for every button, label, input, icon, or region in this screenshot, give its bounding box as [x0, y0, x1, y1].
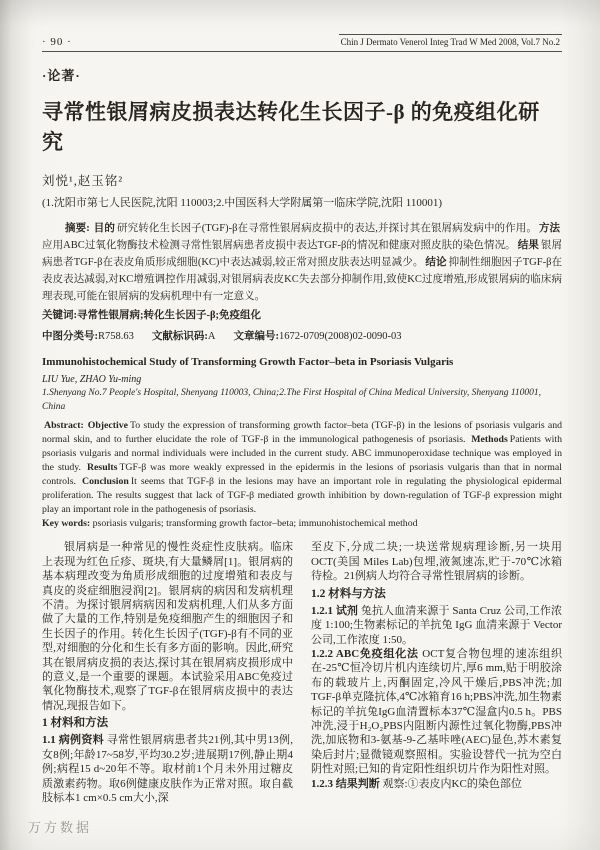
section-1-2-2-text: OCT复合物包埋的速冻组织在-25℃恒冷切片机内连续切片,厚6 mm,贴于明胶涂布的载玻片上,丙酮固定,冷风干燥后,PBS冲洗;加TGF-β单克隆抗体,4℃冰箱育16 h;PBS冲洗,加生物素标记的羊抗兔IgG血清置标本37℃湿盒内0.5 h。PBS冲洗,浸于H₂O₂PBS内阻断内源性过氧化物酶,PBS冲洗,加底物和3-氨基-9-乙基咔唑(AEC)显色,苏木素复染后封片;显微镜观察照相。实验设替代一抗为空白阴性对照;已知的肯定阳性组织切片作为阳性对照。 [311, 647, 563, 776]
page-number: · 90 · [42, 36, 72, 48]
abstract-label-cn: 摘要: [65, 222, 90, 234]
authors-cn: 刘悦¹,赵玉铭² [42, 173, 124, 188]
clc-label: 中图分类号: [42, 330, 98, 342]
section-1-2-2-paragraph [311, 647, 562, 777]
doc-code-item [152, 331, 216, 342]
keywords-label-en: Key words: [42, 518, 91, 530]
section-1-2-3-paragraph [311, 777, 562, 791]
doc-code-value: A [207, 330, 216, 342]
clc-item [42, 331, 134, 342]
section-1-2-2-label: 1.2.2 ABC免疫组化法 [311, 647, 419, 660]
section-heading-materials: 1 材料和方法 [42, 717, 109, 730]
classification-line [42, 328, 562, 343]
objective-text-en: To study the expression of transforming growth factor–beta (TGF-β) in the lesions of psoriasis vulgaris and normal skin, and to further elucidate the role of TGF-β in the immunological pathogenesis of psoriasis. [42, 420, 562, 445]
results-text-cn: 银屑病患者TGF-β在表皮角质形成细胞(KC)中表达减弱,较正常对照皮肤表达明显减少。 [42, 239, 563, 268]
methods-label-cn: 方法 [538, 222, 561, 234]
article-type-label: ·论著· [42, 68, 81, 83]
authors-en: LIU Yue, ZHAO Yu-ming [42, 374, 142, 386]
english-section [42, 355, 562, 530]
methods-text-cn: 应用ABC过氧化物酶技术检测寻常性银屑病患者皮损中表达TGF-β的情况和健康对照皮肤的染色情况。 [42, 239, 516, 251]
abstract-label-en: Abstract: [44, 420, 84, 432]
section-heading-1-2: 1.2 材料与方法 [311, 587, 386, 600]
conclusion-label-en: Conclusion [82, 475, 129, 487]
keywords-cn [42, 307, 562, 322]
wanfang-watermark: 万方数据 [28, 820, 93, 835]
section-1-1-paragraph [42, 733, 293, 805]
page-header [42, 34, 562, 52]
intro-paragraph: 银屑病是一种常见的慢性炎症性皮肤病。临床上表现为红色丘疹、斑块,有大量鳞屑[1]。银屑病的基本病理改变为角质形成细胞的过度增殖和表皮与真皮的炎症细胞浸润[2]。银屑病的病因和发病机理不清。为探讨银屑病病因和发病机理,人们从多方面做了大量的工作,特别是免疫细胞产生的细胞因子和生长因子的作用。转化生长因子(TGF)-β有不同的亚型,对细胞的分化和生长有多方面的影响。因此,研究其在银屑病皮损的表达,探讨其在银屑病皮损形成中的意义,是一个重要的课题。本试验采用ABC免疫过氧化物酶技术,观察了TGF-β在银屑病皮损中的表达情况,现报告如下。 [42, 541, 293, 712]
objective-label-en: Objective [87, 420, 128, 432]
doc-code-label: 文献标识码: [151, 330, 208, 342]
article-title-en: Immunohistochemical Study of Transforming Growth Factor–beta in Psoriasis Vulgaris [42, 355, 454, 368]
article-title-cn: 寻常性银屑病皮损表达转化生长因子-β 的免疫组化研究 [42, 100, 540, 154]
section-1-1-text: 寻常性银屑病患者共21例,其中男13例,女8例;年龄17~58岁,平均30.2岁;进展期17例,静止期4例;病程15 d~20年不等。取材前1个月未外用过糖皮质激素药物。取6例健康皮肤作为正常对照。取自截肢标本1 cm×0.5 cm大小,深 [42, 734, 294, 804]
keywords-label-cn: 关键词: [42, 309, 77, 321]
keywords-text-cn: 寻常性银屑病;转化生长因子-β;免疫组化 [77, 309, 262, 321]
section-1-2-3-label: 1.2.3 结果判断 [311, 777, 380, 790]
clc-value: R758.63 [98, 330, 134, 342]
right-column [311, 540, 562, 805]
article-id-label: 文章编号: [233, 330, 279, 342]
left-column [42, 540, 293, 805]
abstract-cn [42, 220, 562, 305]
objective-text-cn: 研究转化生长因子(TGF)-β在寻常性银屑病皮损中的表达,并探讨其在银屑病发病中的作用。 [117, 222, 537, 234]
keywords-text-en: psoriasis vulgaris; transforming growth factor–beta; immunohistochemical method [92, 518, 418, 530]
section-1-2-3-text: 观察:①表皮内KC的染色部位 [382, 777, 522, 790]
results-label-en: Results [86, 461, 118, 473]
results-text-en: TGF-β was more weakly expressed in the epidermis in the lesions of psoriasis vulgaris than that in normal controls. [42, 461, 562, 487]
conclusion-text-cn: 抑制性细胞因子TGF-β在表皮表达减弱,对KC增殖调控作用减弱,对银屑病表皮KC失去部分抑制作用,致使KC过度增殖,形成银屑病的临床病理表现,可能在银屑病的发病机理中有一定意义。 [42, 256, 562, 302]
affiliation-cn: (1.沈阳市第七人民医院,沈阳 110003;2.中国医科大学附属第一临床学院,沈阳 110001) [42, 196, 443, 209]
section-1-2-1-text: 兔抗人血清来源于 Santa Cruz 公司,工作浓度 1:100;生物素标记的羊抗兔 IgG 血清来源于 Vector 公司,工作浓度 1:50。 [311, 604, 563, 646]
affiliation-en: 1.Shenyang No.7 People's Hospital, Shenyang 110003, China;2.The First Hospital of China Medical University, Shenyang 110001, China [42, 388, 542, 412]
article-id-item [233, 331, 401, 342]
results-label-cn: 结果 [517, 239, 539, 251]
abstract-en [42, 419, 562, 516]
methods-text-en: Patients with psoriasis vulgaris and normal individuals were included in the current study. ABC immunoperoxidase technique was employed in the study. [42, 433, 562, 473]
section-1-1-label: 1.1 病例资料 [42, 734, 104, 747]
objective-label-cn: 目的 [93, 222, 115, 234]
continued-paragraph: 至皮下,分成二块;一块送常规病理诊断,另一块用OCT(美国 Miles Lab)包埋,液氮速冻,贮于-70℃冰箱待检。21例病人均符合寻常性银屑病的诊断。 [311, 541, 562, 583]
article-id-value: 1672-0709(2008)02-0090-03 [278, 330, 402, 342]
methods-label-en: Methods [471, 433, 508, 445]
body-columns [42, 540, 562, 805]
conclusion-label-cn: 结论 [425, 256, 447, 268]
section-1-2-1-label: 1.2.1 试剂 [311, 604, 359, 617]
keywords-en [42, 518, 562, 529]
journal-citation: Chin J Dermato Venerol Integ Trad W Med 2008, Vol.7 No.2 [339, 34, 562, 48]
section-1-2-1-paragraph [311, 604, 562, 647]
conclusion-text-en: It seems that TGF-β in the lesions may have an important role in regulating the physiological epidermal proliferation. The results suggest that lack of TGF-β mediated growth inhibition by down-regulation of TGF-β expression might play an important role in the pathogenesis of psoriasis. [42, 475, 562, 515]
